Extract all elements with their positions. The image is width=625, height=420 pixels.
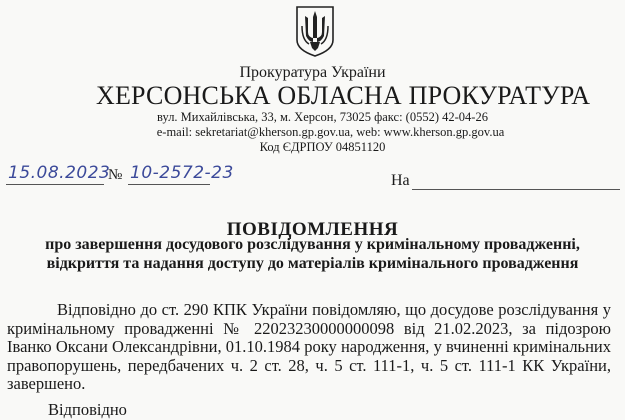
number-underline (128, 184, 210, 185)
address-line: вул. Михайлівська, 33, м. Херсон, 73025 факс: (0552) 42-04-26 (157, 110, 488, 124)
paragraph-2-partial: Відповідно (48, 400, 127, 419)
coat-of-arms-icon (293, 4, 337, 58)
body-paragraph (7, 301, 611, 394)
contacts-line: e-mail: sekretariat@kherson.gp.gov.ua, web: www.kherson.gp.gov.ua (156, 125, 505, 139)
org-name: ХЕРСОНСЬКА ОБЛАСНА ПРОКУРАТУРА (96, 81, 591, 110)
to-underline (412, 189, 620, 190)
notice-subtitle-line2: відкриття та надання доступу до матеріалів кримінального провадження (46, 255, 579, 272)
org-parent: Прокуратура України (239, 64, 386, 81)
outgoing-number: 10-2572-23 (130, 163, 234, 183)
date-underline (6, 184, 104, 185)
to-label: На (391, 172, 410, 189)
outgoing-date: 15.08.2023 (8, 163, 111, 183)
notice-title: ПОВІДОМЛЕННЯ (226, 219, 399, 240)
paragraph-1: Відповідно до ст. 290 КПК України повідомляю, що досудове розслідування у кримінальному провадженні № 22023230000000098 від 21.02.2023, за підозрою Іванко Оксани Олександрівни, 01.10.1984 року народження, у вчиненні кримінальних правопорушень, передбачених ч. 2 ст. 28, ч. 5 ст. 111-1, ч. 5 ст. 111-1 КК України, завершено. (7, 300, 611, 393)
edrpou-line: Код ЄДРПОУ 04851120 (259, 140, 386, 154)
number-sign: № (108, 167, 123, 183)
notice-subtitle-line1: про завершення досудового розслідування у кримінальному провадженні, (45, 236, 580, 253)
